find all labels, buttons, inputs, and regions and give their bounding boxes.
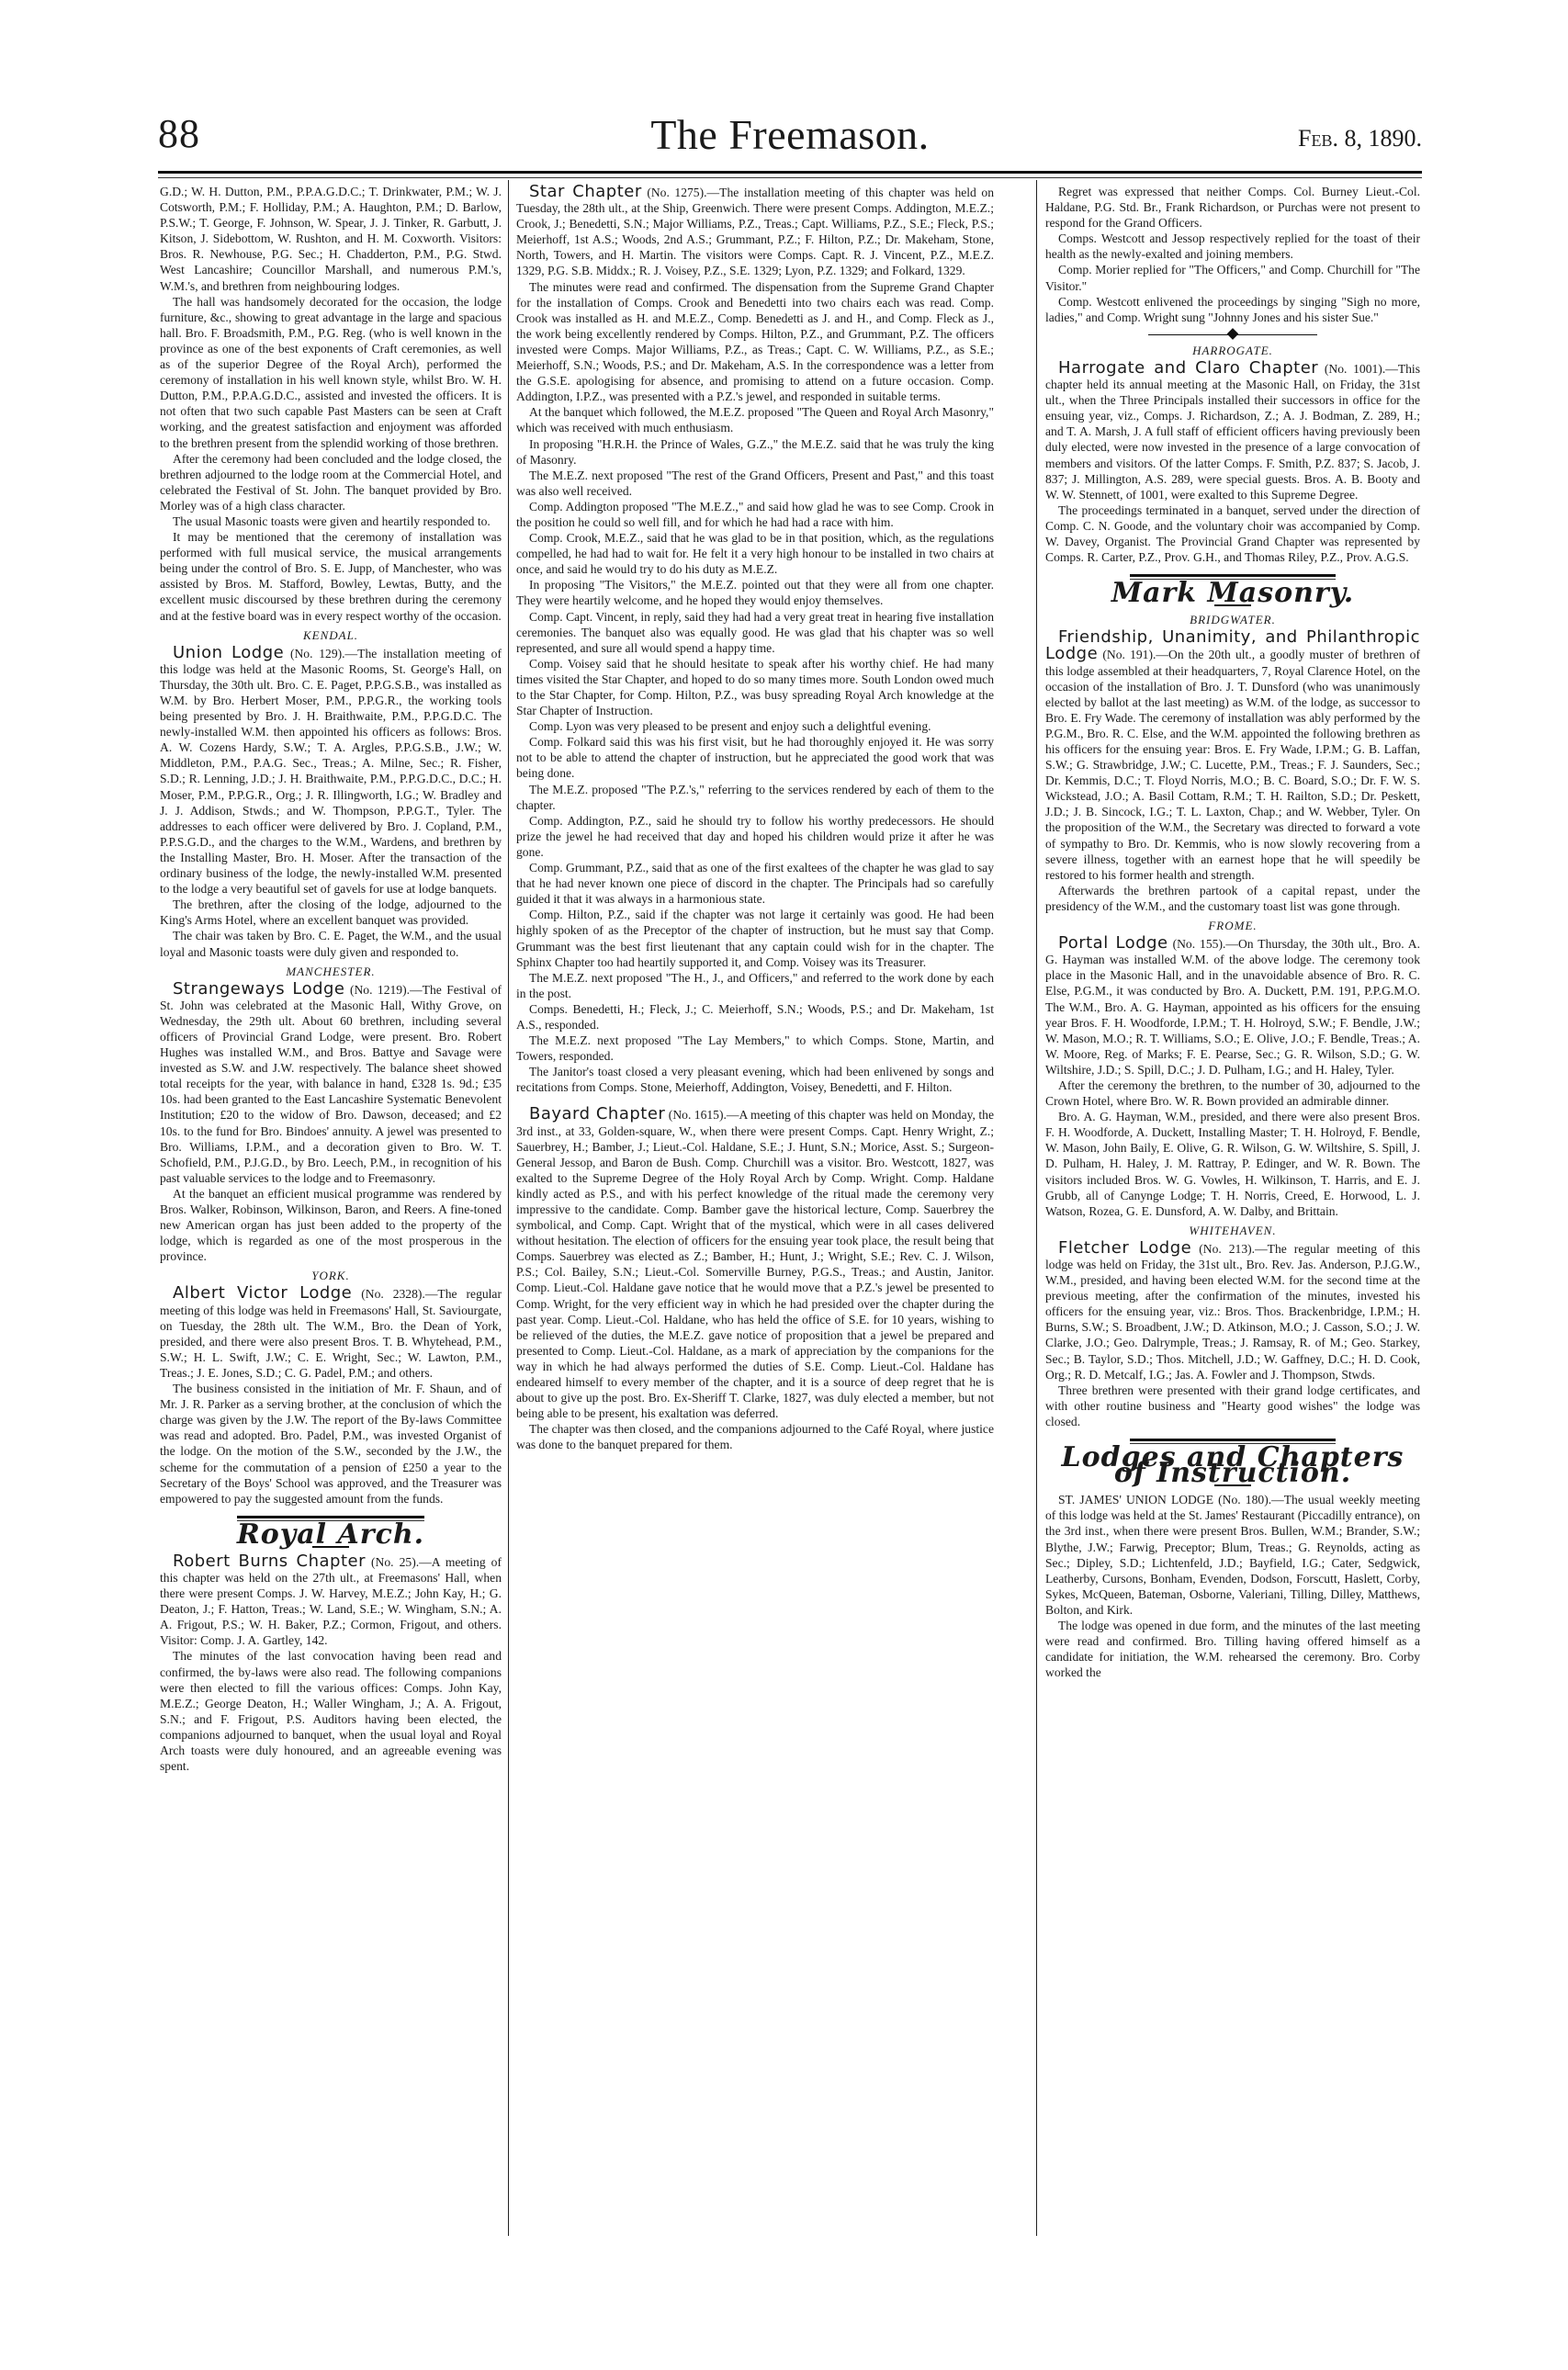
article-body: —This chapter held its annual meeting at the Masonic Hall, on Friday, the 31st ult., when the Three Principals installed their successors in office for the ensuing year, viz., Comps. J. Richardson, Z.; A. J. Bodman, Z. 289, H.; and T. A. Marsh, J. A full staff of efficient officers having previously been duly elected, were now invested in the presence of a large convocation of members and visitors. Of the latter Comps. F. Smith, P.Z. 837; S. Jacob, J. 837; J. Millington, A.S. 289, were special guests. Bros. A. B. Booty and W. W. Stennett, of 1001, were exalted to this Supreme Degree. — [1045, 361, 1420, 502]
paragraph: Comps. Westcott and Jessop respectively replied for the toast of their health as the newly-exalted and joining members. — [1045, 231, 1420, 262]
chapter-number: (No. 25). — [371, 1554, 420, 1569]
column-2 — [516, 184, 994, 1453]
chapter-name: Robert Burns Chapter — [173, 1551, 366, 1571]
lodge-name: Strangeways Lodge — [173, 978, 345, 999]
lodge-name: Albert Victor Lodge — [173, 1283, 353, 1304]
page-number: 88 — [158, 111, 200, 156]
place-heading-frome: FROME. — [1208, 919, 1258, 933]
paragraph: After the ceremony the brethren, to the number of 30, adjourned to the Crown Hotel, where Bro. W. R. Bown provided an admirable dinner. — [1045, 1078, 1420, 1109]
paragraph: The M.E.Z. next proposed "The rest of the Grand Officers, Present and Past," and this toast was also well received. — [516, 468, 994, 498]
paragraph: At the banquet an efficient musical programme was rendered by Bros. Walker, Robinson, Wilkinson, Baron, and Reers. A fine-toned new American organ has just been added to the property of the lodge, which is regarded as one of the most prosperous in the province. — [160, 1186, 502, 1264]
chapter-name: Bayard Chapter — [529, 1104, 666, 1124]
chapter-number: (No. 1275). — [647, 186, 707, 199]
chapter-number: (No. 1615). — [668, 1108, 727, 1123]
paragraph: The M.E.Z. proposed "The P.Z.'s," referring to the services rendered by each of them to the chapter. — [516, 782, 994, 812]
continued-paragraph: G.D.; W. H. Dutton, P.M., P.P.A.G.D.C.; T. Drinkwater, P.M.; W. J. Cotsworth, P.M.; F. Holliday, P.M.; A. Haughton, P.M.; D. Barlow, P.S.W.; T. George, F. Johnson, W. Spear, J. J. Tinker, R. Garbutt, J. Kitson, J. Sidebottom, W. Rushton, and H. M. Coxworth. Visitors: Bros. R. Newhouse, P.G. Sec.; H. Chadderton, P.M., P.G. Stwd. West Lancashire; Councillor Marshall, and numerous P.M.'s, W.M.'s, and brethren from neighbouring lodges. — [160, 185, 502, 293]
paragraph: It may be mentioned that the ceremony of installation was performed with full musical service, the musical arrangements being under the control of Bro. S. E. Jupp, of Manchester, who was assisted by Bros. M. Stafford, Bowley, Lewtas, Butty, and the excellent music discoursed by these brethren during the ceremony and at the festive board was in every respect worthy of the occasion. — [160, 530, 502, 623]
article-body: —A meeting of this chapter was held on the 27th ult., at Freemasons' Hall, when there were present Comps. J. W. Harvey, M.E.Z.; John Kay, H.; G. Deaton, J.; F. Hatton, Treas.; W. Land, S.E.; W. Wingham, S.N.; A. A. Frigout, P.S.; W. H. Baker, P.Z.; Cormon, Frigout, and others. Visitor: Comp. J. A. Gartley, 142. — [160, 1554, 502, 1648]
section-title-mark-masonry: Mark Masonry. — [1111, 577, 1355, 610]
place-heading-manchester: MANCHESTER. — [286, 964, 376, 978]
masthead — [158, 110, 1422, 167]
article-body: —The Festival of St. John was celebrated at the Masonic Hall, Withy Grove, on Wednesday, the 29th ult. About 60 brethren, including several officers of Provincial Grand Lodge, were present. Bro. Robert Hughes was installed W.M., and Bros. Battye and Savage were invested as S.W. and J.W. respectively. The balance sheet showed total receipts for the year, with balance in hand, £328 1s. 9d.; £35 10s. had been granted to the East Lancashire Systematic Benevolent Institution; £20 to the widow of Bro. Dawson, deceased; and £2 10s. to the fund for Bro. Bindoes' annuity. A jewel was presented to Bro. Williams, I.P.M., and a decoration given to Bro. W. T. Schofield, P.M., P.J.G.D., by Bro. Leech, P.M., in recognition of his past valuable services to the lodge and to Freemasonry. — [160, 982, 502, 1185]
chapter-name: Star Chapter — [529, 182, 642, 201]
place-heading-kendal: KENDAL. — [302, 627, 359, 642]
paragraph: Comp. Addington proposed "The M.E.Z.," and said how glad he was to see Comp. Crook in the position he could so well fill, and for which he had had a race with him. — [516, 499, 994, 529]
lodge-number: (No. 155). — [1172, 937, 1226, 952]
article-body: —On Thursday, the 30th ult., Bro. A. G. Hayman was installed W.M. of the above lodge. The ceremony took place in the Masonic Hall, and in the unavoidable absence of Bro. R. C. Else, P.G.M., it was conducted by Bro. A. Duckett, P.M. 191, P.P.G.M.O. The W.M., Bro. A. G. Hayman, appointed as his officers for the ensuing year Bros. F. H. Woodforde, I.P.M.; T. H. Holroyd, S.W.; F. Bendle, J.W.; W. Mason, M.O.; R. T. Williams, S.O.; E. Olive, J.O.; F. Bendle, Treas.; A. W. Moore, Reg. of Marks; F. E. Pearse, Sec.; G. R. Wilson, S.D.; G. W. Wiltshire, J.D.; S. Spill, D.C.; J. D. Pulham, I.G.; and H. Haley, Tyler. — [1045, 937, 1420, 1077]
masthead-rule-thin — [158, 177, 1422, 178]
paragraph: Comps. Benedetti, H.; Fleck, J.; C. Meierhoff, S.N.; Woods, P.S.; and Dr. Makeham, 1st A.S., responded. — [516, 1001, 994, 1032]
column-divider-2 — [1036, 180, 1037, 2236]
article-friendship-lodge — [1045, 629, 1420, 883]
article-body: —The usual weekly meeting of this lodge was held at the St. James' Restaurant (Piccadilly entrance), on the 3rd inst., when there were present Bros. Bullen, W.M.; Brander, S.W.; Blythe, J.W.; Farwig, Preceptor; Blum, Treas.; G. Reynolds, acting as Sec.; Dipley, S.D.; Lichtenfeld, J.D.; Bayfield, I.G.; Cater, Sedgwick, Leatherby, Cursons, Bonham, Evenden, Dodson, Forscutt, Haslett, Corby, Sykes, McQueen, Bateman, Osborne, Valeriani, Tilling, Dilley, Matthews, Bolton, and Kirk. — [1045, 1493, 1420, 1617]
paragraph: The M.E.Z. next proposed "The Lay Members," to which Comps. Stone, Martin, and Towers, responded. — [516, 1033, 994, 1064]
paragraph: In proposing "The Visitors," the M.E.Z. pointed out that they were all from one chapter. They were heartily welcome, and he hoped they would enjoy themselves. — [516, 578, 994, 608]
paragraph: Comp. Folkard said this was his first visit, but he had thoroughly enjoyed it. He was sorry not to be able to attend the chapter of instruction, but he appreciated the good work that was being done. — [516, 735, 994, 781]
issue-date: Feb. 8, 1890. — [1298, 125, 1422, 152]
article-body: —The installation meeting of this chapter was held on Tuesday, the 28th ult., at the Ship, Greenwich. There were present Comps. Addington, M.E.Z.; Crook, J.; Benedetti, S.N.; Major Williams, P.Z., Treas.; Capt. Williams, P.Z., S.E.; Fleck, P.S.; Meierhoff, 1st A.S.; Woods, 2nd A.S.; Grummant, P.Z.; F. Hilton, P.Z.; Dr. Makeham, Stone, North, Towers, and H. Martin. The visitors were Comps. Capt. R. J. Vincent, P.Z., M.E.Z. 1329, P.G. S.B. Middx.; R. J. Voisey, P.Z., S.E. 1329; Lyon, P.Z. 1329; and Folkard, 1329. — [516, 186, 994, 278]
diamond-ornament-icon — [1227, 328, 1239, 340]
column-1 — [160, 184, 502, 1774]
article-star-chapter — [516, 184, 994, 279]
paragraph: The hall was handsomely decorated for the occasion, the lodge furniture, &c., showing to great advantage in the large and spacious hall. Bro. F. Broadsmith, P.M., P.G. Reg. (who is well known in the province as one of the best exponents of Craft ceremonies, as well as of the superior Degree of the Royal Arch), performed the ceremony of installation in his well known style, whilst Bro. W. H. Dutton, P.M., P.P.A.G.D.C., assisted and invested the officers. It is not often that two such capable Past Masters can be seen at Craft working, and the greatest satisfaction and enjoyment was afforded to the brethren present from the splendid working of those brethren. — [160, 294, 502, 450]
article-body: —On the 20th ult., a goodly muster of brethren of this lodge assembled at their headquarters, 7, Royal Clarence Hotel, on the occasion of the installation of Bro. J. T. Dunsford (who was unanimously elected by ballot at the last meeting) as W.M. of the lodge, as successor to Bro. E. Fry Wade. The ceremony of installation was ably performed by the P.G.M., Bro. R. C. Else, and the W.M. appointed the following brethren as his officers for the ensuing year: Bros. E. Fry Wade, I.P.M.; G. B. Laffan, S.W.; G. Strawbridge, J.W.; C. Lucette, P.M., Treas.; F. J. Saunders, Sec.; Dr. Kemmis, D.C.; T. Floyd Norris, M.O.; B. C. Board, S.O.; Dr. F. W. S. Wickstead, J.O.; A. Basil Cottam, R.M.; T. H. Railton, S.D.; Dr. Peskett, J.D.; J. B. Sincock, I.G.; T. L. Laxton, Chap.; and W. Webber, Tyler. On the proposition of the W.M., the Secretary was directed to forward a vote of sympathy to Bro. Dr. Kemmis, who is now slowly recovering from a severe illness, together with an earnest hope that he will speedily be restored to his former health and strength. — [1045, 648, 1420, 882]
article-robert-burns-chapter — [160, 1553, 502, 1649]
masthead-rule — [158, 171, 1422, 174]
paragraph: At the banquet which followed, the M.E.Z. proposed "The Queen and Royal Arch Masonry," which was received with much enthusiasm. — [516, 405, 994, 435]
lodge-name: Portal Lodge — [1058, 933, 1168, 954]
chapter-name: Harrogate and Claro Chapter — [1058, 357, 1319, 378]
lodge-name: Friendship, Unanimity, and Philanthropic Lodge — [1045, 627, 1420, 664]
column-3 — [1045, 184, 1420, 1680]
paragraph: The chapter was then closed, and the companions adjourned to the Café Royal, where justice was done to the banquet prepared for them. — [516, 1422, 994, 1452]
place-heading-bridgwater: BRIDGWATER. — [1190, 613, 1276, 627]
paragraph: Comp. Lyon was very pleased to be present and enjoy such a delightful evening. — [529, 719, 931, 734]
paragraph: The minutes of the last convocation having been read and confirmed, the by-laws were also read. The following companions were then elected to fill the various offices: Comps. John Kay, M.E.Z.; George Deaton, H.; Waller Wingham, J.; A. A. Frigout, S.N.; and F. Frigout, P.S. Auditors having been elected, the companions adjourned to banquet, when the usual loyal and Royal Arch toasts were duly honoured, and an agreeable evening was spent. — [160, 1649, 502, 1774]
place-heading-harrogate: HARROGATE. — [1192, 343, 1273, 357]
article-union-lodge — [160, 642, 502, 897]
diamond-divider — [1148, 334, 1317, 335]
paragraph: Regret was expressed that neither Comps. Col. Burney Lieut.-Col. Haldane, P.G. Std. Br., Frank Richardson, or Purchas were not present to respond for the Grand Officers. — [1045, 185, 1420, 231]
paragraph: The proceedings terminated in a banquet, served under the direction of Comp. C. N. Goode, and the voluntary choir was accompanied by Comp. W. Davey, Organist. The Provincial Grand Chapter was represented by Comps. R. Carter, P.Z., Prov. G.H., and Thomas Riley, P.Z., Prov. A.G.S. — [1045, 502, 1420, 565]
paragraph: The business consisted in the initiation of Mr. F. Shaun, and of Mr. J. R. Parker as a serving brother, at the conclusion of which the charge was given by the J.W. The report of the By-laws Committee was read and adopted. Bro. Padel, P.M., was invested Organist of the lodge. On the motion of the S.W., seconded by the J.W., the scheme for the commutation of a pension of £250 a year to the Secretary of the Boys' School was approved, and the Treasurer was empowered to pay the suggested amount from the funds. — [160, 1382, 502, 1506]
chapter-number: (No. 1001). — [1324, 361, 1386, 376]
paragraph: The M.E.Z. next proposed "The H., J., and Officers," and referred to the work done by each in the post. — [516, 970, 994, 1000]
lodge-number: (No. 1219). — [349, 982, 411, 997]
lodge-number: (No. 213). — [1199, 1241, 1256, 1256]
lodge-number: (No. 191). — [1102, 648, 1156, 662]
paragraph: Comp. Voisey said that he should hesitate to speak after his worthy chief. He had many times visited the Star Chapter, and hoped to do so many times more. South London owed much to the Star Chapter, for Comp. Hilton, P.Z., was busy spreading Royal Arch knowledge at the Star Chapter of Instruction. — [516, 656, 994, 718]
paragraph: The brethren, after the closing of the lodge, adjourned to the King's Arms Hotel, where an excellent banquet was provided. — [160, 897, 502, 928]
paragraph: Comp. Grummant, P.Z., said that as one of the first exaltees of the chapter he was glad to say that he had never known one piece of discord in the chapter. The Principals had so carefully guided it that it was always in a harmonious state. — [516, 861, 994, 907]
lodge-number: (No. 180). — [1218, 1493, 1272, 1507]
place-heading-whitehaven: WHITEHAVEN. — [1189, 1223, 1277, 1237]
paragraph: Afterwards the brethren partook of a capital repast, under the presidency of the W.M., and the customary toast list was gone through. — [1045, 883, 1420, 913]
paragraph: Comp. Hilton, P.Z., said if the chapter was not large it certainly was good. He had been highly spoken of as the Preceptor of the chapter of instruction, but he must say that Comp. Grummant was the best first lieutenant that any captain could wish for in the chapter. The Sphinx Chapter too had heartily supported it, and Comp. Voisey was its Treasurer. — [516, 908, 994, 969]
paragraph: Comp. Addington, P.Z., said he should try to follow his worthy predecessors. He should prize the jewel he had received that day and hoped his children would prize it after he was gone. — [516, 813, 994, 859]
article-bayard-chapter — [516, 1106, 994, 1421]
lodge-number: (No. 2328). — [361, 1287, 425, 1302]
paragraph: After the ceremony had been concluded and the lodge closed, the brethren adjourned to the lodge room at the Commercial Hotel, and celebrated the Festival of St. John. The banquet provided by Bro. Morley was of a high class character. — [160, 451, 502, 513]
paragraph: The minutes were read and confirmed. The dispensation from the Supreme Grand Chapter for the installation of Comps. Crook and Benedetti into two chairs each was read. Comp. Crook was installed as H. and M.E.Z., Comp. Benedetti as J. and H., and Comp. Fleck as J., the work being excellently rendered by Comps. Hilton, P.Z., and Grummant, P.Z. The officers invested were Comps. Major Williams, P.Z., as Treas.; Capt. C. W. Williams, P.Z., as S.E.; Meierhoff, S.N.; Woods, P.S.; and Dr. Makeham, A.S. In the correspondence was a letter from the G.S.E. apologising for absence, and promising to attend on a future occasion. Comp. Addington, I.P.Z., was presented with a P.Z.'s jewel, and responded in suitable terms. — [516, 279, 994, 404]
place-heading-york: YORK. — [311, 1269, 350, 1283]
article-body: —The regular meeting of this lodge was held in Freemasons' Hall, St. Saviourgate, on Tuesday, the 28th ult. The W.M., Bro. the Dean of York, presided, and there were also present Bros. T. B. Whytehead, P.M., S.W.; H. L. Swift, J.W.; C. E. Wright, Sec.; W. Lawton, P.M., Treas.; J. E. Jones, S.D.; C. G. Padel, P.M.; and others. — [160, 1287, 502, 1380]
paragraph: Comp. Capt. Vincent, in reply, said they had had a very great treat in hearing five installation ceremonies. The banquet also was equally good. He was glad that his chapter was so well represented, and sure all would spend a happy time. — [516, 609, 994, 655]
article-st-james-union-lodge — [1045, 1492, 1420, 1618]
paragraph: Comp. Crook, M.E.Z., said that he was glad to be in that position, which, as the regulations compelled, he had had to wait for. He felt it a very high honour to be installed in two chairs at once, and said he would try to do his duty as M.E.Z. — [516, 531, 994, 577]
article-body: —The installation meeting of this lodge was held at the Masonic Rooms, St. George's Hall, on Thursday, the 30th ult. Bro. C. E. Paget, P.P.G.S.B., was installed as W.M. by Bro. Herbert Moser, P.M., P.P.G.R., the working tools being presented by Bro. J. H. Braithwaite, P.M., P.P.G.D.C. The newly-installed W.M. then appointed his officers as follows: Bros. A. W. Cozens Hardy, S.W.; T. A. Argles, P.P.G.S.B., J.W.; W. Middleton, P.M., P.A.G. Sec., Treas.; A. Milne, Sec.; R. Fisher, S.D.; R. Lenning, J.D.; J. H. Braithwaite, P.M., P.P.G.D.C., D.C.; H. Moser, P.M., P.P.G.R., Org.; J. R. Illingworth, I.G.; W. Bradley and J. J. Addison, Stwds.; and W. Thompson, P.P.G.T., Tyler. The addresses to each officer were delivered by Bro. J. Copland, P.M., P.P.S.G.D., and the charges to the W.M., Wardens, and brethren by the Installing Master, Bro. H. Moser. After the transaction of the ordinary business of the lodge, the newly-installed W.M. presented to the lodge a very beautiful set of gavels for use at lodge banquets. — [160, 646, 502, 897]
article-body: —A meeting of this chapter was held on Monday, the 3rd inst., at 33, Golden-square, W., when there were present Comps. Capt. Henry Wright, Z.; Sauerbrey, H.; Bamber, J.; Lieut.-Col. Haldane, S.E.; J. Hunt, S.N.; Morice, Asst. S.; Surgeon-General Jessop, and Baron de Bush. Comp. Churchill was a visitor. Bro. Westcott, 1827, was exalted to the Supreme Degree of the Holy Royal Arch by Comp. Wright. Comp. Haldane kindly acted as P.S., and with his perfect knowledge of the ritual made the ceremony very impressive to the candidate. Comp. Bamber gave the historical lecture, Comp. Sauerbrey the symbolical, and Comp. Capt. Wright that of the mystical, which were in all cases delivered without hesitation. The election of officers for the ensuing year took place, the result being that Comps. Sauerbrey was elected as Z.; Bamber, H.; Hunt, J.; Wright, S.E.; Rev. C. J. Wilson, P.S.; Col. Bailey, S.N.; Lieut.-Col. Somerville Burney, P.G.S., Treas.; and Austin, Janitor. Comp. Lieut.-Col. Haldane gave notice that he would move that a P.Z.'s jewel be presented to Comp. Wright, for the very efficient way in which he had presided over the chapter during the past year. Comp. Lieut.-Col. Haldane, who has held the office of S.E. for 10 years, wishing to be relieved of the duties, the M.E.Z. gave notice of proposition that a jewel be prepared and presented to Comp. Lieut.-Col. Haldane, as a mark of appreciation by the companions for the way in which he had always performed the duties of S.E. Comp. Lieut.-Col. Haldane has endeared himself to every member of the chapter, and it is a source of deep regret that he is about to give up the post. Bro. Ex-Sheriff T. Clarke, 1827, was duly elected a member, but not being able to be present, his exaltation was deferred. — [516, 1108, 994, 1421]
section-title-lodges-instruction: Lodges and Chapters of Instruction. — [1061, 1441, 1404, 1490]
paragraph: Bro. A. G. Hayman, W.M., presided, and there were also present Bros. F. H. Woodforde, A. Duckett, Installing Master; T. H. Holroyd, F. Bendle, W. Mason, John Baily, E. Olive, G. R. Wilson, G. W. Wiltshire, S. Spill, J. D. Pulham, H. Haley, J. M. Rattray, P. Edinger, and W. R. Bown. The visitors included Bros. W. G. Vowles, H. Wilkinson, T. Harris, and E. J. Grubb, all of Canynge Lodge; T. H. Norris, Creed, E. Horwood, L. J. Watson, Rozea, G. E. Dunsford, A. W. Dalby, and Brittain. — [1045, 1110, 1420, 1218]
column-divider-1 — [508, 180, 509, 2236]
paragraph: Comp. Westcott enlivened the proceedings by singing "Sigh no more, ladies," and Comp. Wright sung "Johnny Jones and his sister Sue." — [1045, 294, 1420, 324]
paragraph: The lodge was opened in due form, and the minutes of the last meeting were read and confirmed. Bro. Tilling having offered himself as a candidate for initiation, the W.M. rehearsed the ceremony. Bro. Corby worked the — [1045, 1618, 1420, 1680]
section-title-royal-arch: Royal Arch. — [236, 1518, 425, 1551]
paragraph: The Janitor's toast closed a very pleasant evening, which had been enlivened by songs and recitations from Comps. Stone, Meierhoff, Addington, Voisey, Benedetti, and F. Hilton. — [516, 1065, 994, 1095]
lodge-name: ST. JAMES' UNION LODGE — [1058, 1493, 1213, 1507]
article-strangeways-lodge — [160, 978, 502, 1186]
lodge-name: Fletcher Lodge — [1058, 1237, 1192, 1258]
article-body: —The regular meeting of this lodge was held on Friday, the 31st ult., Bro. Rev. Jas. Anderson, P.J.G.W., W.M., presided, and having been elected W.M. for the second time at the previous meeting, after the confirmation of the minutes, invested his officers for the ensuing year, viz.: Bros. Thos. Brackenbridge, I.P.M.; H. Burns, S.W.; S. Broadbent, J.W.; D. Atkinson, M.O.; J. Casson, S.O.; J. W. Clarke, J.O.; Geo. Dalrymple, Treas.; J. Ramsay, R. of M.; Geo. Starkey, Sec.; B. Taylor, S.D.; Thos. Mitchell, J.D.; W. Gaffney, D.C.; H. D. Cook, Org.; R. D. Metcalf, I.G.; Jas. A. Fowler and J. Thompson, Stwds. — [1045, 1241, 1420, 1382]
paragraph: The chair was taken by Bro. C. E. Paget, the W.M., and the usual loyal and Masonic toasts were duly given and responded to. — [160, 929, 502, 959]
paragraph: In proposing "H.R.H. the Prince of Wales, G.Z.," the M.E.Z. said that he was truly the king of Masonry. — [516, 436, 994, 467]
lodge-number: (No. 129). — [289, 646, 345, 660]
paragraph: The usual Masonic toasts were given and heartily responded to. — [173, 514, 491, 528]
article-fletcher-lodge — [1045, 1237, 1420, 1382]
paragraph: Comp. Morier replied for "The Officers," and Comp. Churchill for "The Visitor." — [1045, 263, 1420, 293]
article-portal-lodge — [1045, 935, 1420, 1078]
article-albert-victor-lodge — [160, 1285, 502, 1381]
newspaper-title: The Freemason. — [650, 111, 930, 158]
paragraph: Three brethren were presented with their grand lodge certificates, and with other routine business and "Hearty good wishes" the lodge was closed. — [1045, 1382, 1420, 1428]
article-harrogate-claro-chapter — [1045, 357, 1420, 502]
lodge-name: Union Lodge — [173, 642, 285, 662]
